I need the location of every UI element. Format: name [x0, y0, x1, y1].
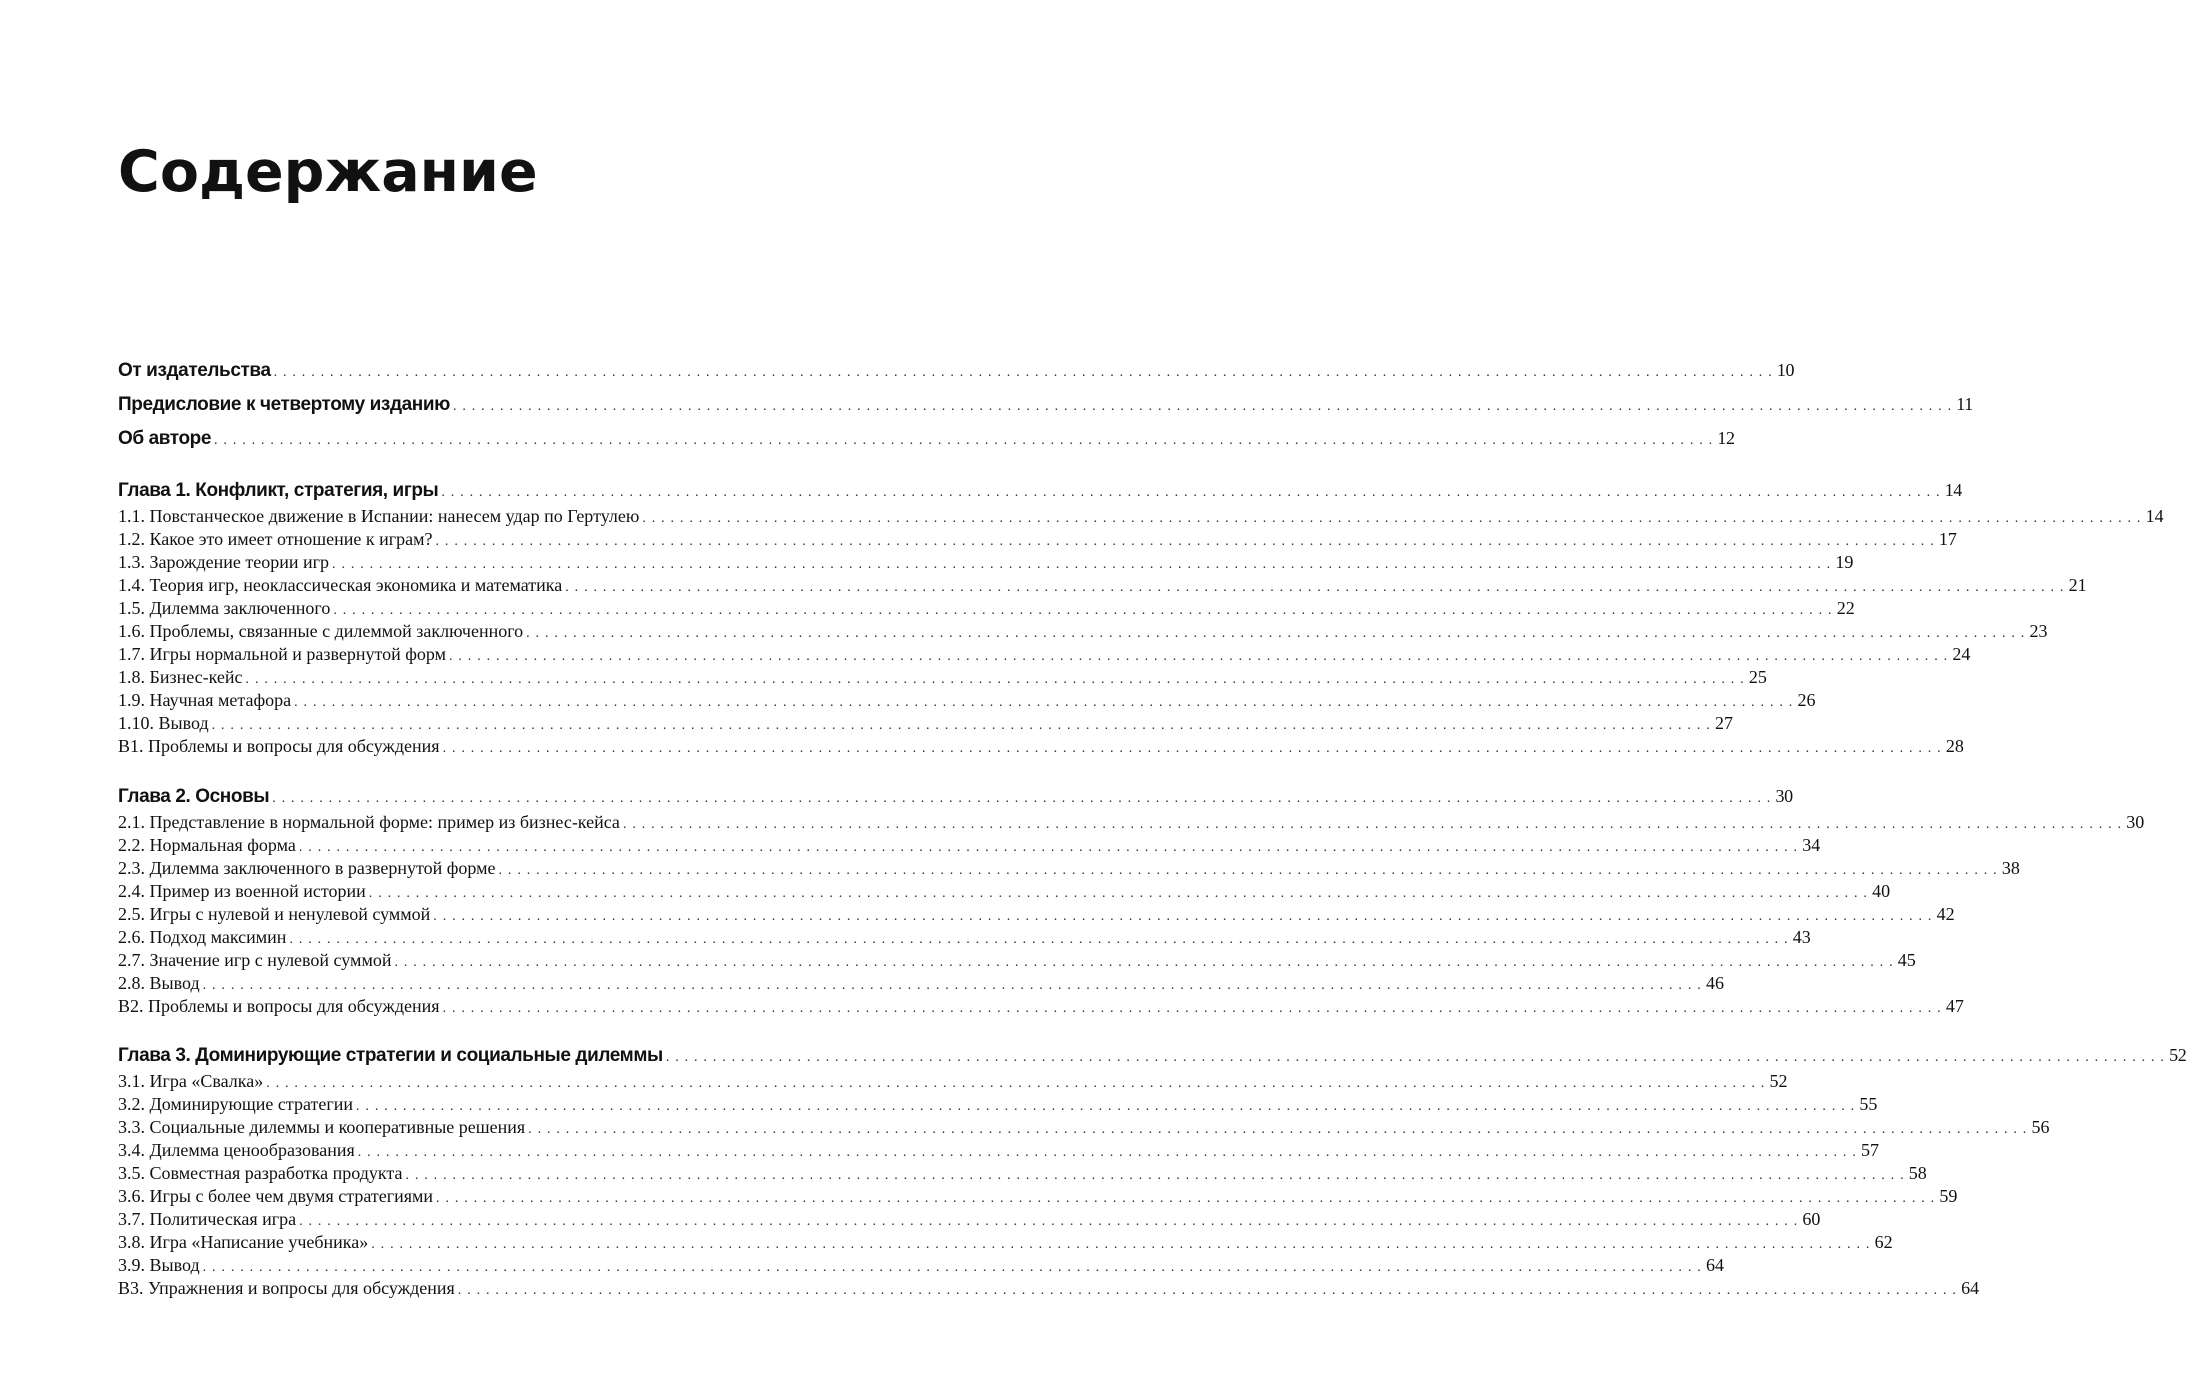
toc-entry-section-2-7[interactable]	[118, 949, 1916, 972]
toc-entry-section-1-3[interactable]	[118, 551, 1854, 574]
dot-leader: . . . . . . . . . . . . . . . . . . . . . . . . . . . . . . . . . . . . . . . . . . . . . . . . . . . . . . . . . . . . . . . . . . . . . . . . . . . . . . . . . . . . . . . . . . . . . . . . . . . . . . . . . . . . . . . . . . . . . . . . . . . . . . . . . . . . . . . . . . . . . . . . . . . . . . . . . . . . . . . .	[642, 511, 2142, 526]
toc-page-number: 43	[1792, 927, 1811, 948]
dot-leader: . . . . . . . . . . . . . . . . . . . . . . . . . . . . . . . . . . . . . . . . . . . . . . . . . . . . . . . . . . . . . . . . . . . . . . . . . . . . . . . . . . . . . . . . . . . . . . . . . . . . . . . . . . . . . . . . . . . . . . . . . . . . . . . . . . . . . . . . . . . . . . . . . . . . . . . . . . . . . . . .	[449, 649, 1949, 665]
toc-page-number: 14	[2145, 506, 2164, 526]
toc-page-number: 64	[1705, 1255, 1724, 1276]
dot-leader: . . . . . . . . . . . . . . . . . . . . . . . . . . . . . . . . . . . . . . . . . . . . . . . . . . . . . . . . . . . . . . . . . . . . . . . . . . . . . . . . . . . . . . . . . . . . . . . . . . . . . . . . . . . . . . . . . . . . . . . . . . . . . . . . . . . . . . . . . . . . . . . . . . . . . . . . . . . . . . . .	[452, 398, 1953, 414]
dot-leader: . . . . . . . . . . . . . . . . . . . . . . . . . . . . . . . . . . . . . . . . . . . . . . . . . . . . . . . . . . . . . . . . . . . . . . . . . . . . . . . . . . . . . . . . . . . . . . . . . . . . . . . . . . . . . . . . . . . . . . . . . . . . . . . . . . . . . . . . . . . . . . . . . . . . . . . . . . . . . . . .	[665, 1050, 2166, 1065]
toc-entry-section-3-4[interactable]	[118, 1139, 1880, 1162]
dot-leader: . . . . . . . . . . . . . . . . . . . . . . . . . . . . . . . . . . . . . . . . . . . . . . . . . . . . . . . . . . . . . . . . . . . . . . . . . . . . . . . . . . . . . . . . . . . . . . . . . . . . . . . . . . . . . . . . . . . . . . . . . . . . . . . . . . . . . . . . . . . . . . . . . . . . . . . . . . . . . . . .	[622, 817, 2123, 832]
toc-entry-section-1-11[interactable]	[118, 735, 1964, 758]
toc-entry-section-1-8[interactable]	[118, 666, 1767, 689]
toc-entry-title: 3.9. Вывод	[118, 1255, 200, 1276]
toc-entry-section-3-7[interactable]	[118, 1208, 1821, 1231]
toc-entry-section-1-2[interactable]	[118, 528, 1957, 551]
dot-leader: . . . . . . . . . . . . . . . . . . . . . . . . . . . . . . . . . . . . . . . . . . . . . . . . . . . . . . . . . . . . . . . . . . . . . . . . . . . . . . . . . . . . . . . . . . . . . . . . . . . . . . . . . . . . . . . . . . . . . . . . . . . . . . . . . . . . . . . . . . . . . . . . . . . . . . . . . . . . . . . .	[299, 1214, 1799, 1230]
toc-entry-section-2-4[interactable]	[118, 880, 1891, 903]
dot-leader: . . . . . . . . . . . . . . . . . . . . . . . . . . . . . . . . . . . . . . . . . . . . . . . . . . . . . . . . . . . . . . . . . . . . . . . . . . . . . . . . . . . . . . . . . . . . . . . . . . . . . . . . . . . . . . . . . . . . . . . . . . . . . . . . . . . . . . . . . . . . . . . . . . . . . . . . . . . . . . . .	[202, 978, 1702, 994]
toc-page-number: 47	[1945, 996, 1964, 1017]
toc-entry-section-3-2[interactable]	[118, 1093, 1878, 1116]
toc-entry-title: 3.2. Доминирующие стратегии	[118, 1094, 354, 1115]
toc-page-number: 56	[2031, 1117, 2050, 1138]
toc-page-number: 57	[1861, 1140, 1880, 1161]
toc-entry-section-2-5[interactable]	[118, 903, 1955, 926]
toc-page-number: 26	[1797, 690, 1816, 711]
dot-leader: . . . . . . . . . . . . . . . . . . . . . . . . . . . . . . . . . . . . . . . . . . . . . . . . . . . . . . . . . . . . . . . . . . . . . . . . . . . . . . . . . . . . . . . . . . . . . . . . . . . . . . . . . . . . . . . . . . . . . . . . . . . . . . . . . . . . . . . . . . . . . . . . . . . . . . . . . . . . . . . .	[214, 432, 1714, 448]
toc-entry-section-1-5[interactable]	[118, 597, 1855, 620]
toc-entry-front-2[interactable]	[118, 388, 1973, 422]
toc-entry-section-1-6[interactable]	[118, 620, 2048, 643]
toc-entry-title: 2.4. Пример из военной истории	[118, 881, 366, 902]
toc-page-number: 40	[1872, 881, 1891, 902]
toc-front-matter	[118, 354, 1973, 455]
dot-leader: . . . . . . . . . . . . . . . . . . . . . . . . . . . . . . . . . . . . . . . . . . . . . . . . . . . . . . . . . . . . . . . . . . . . . . . . . . . . . . . . . . . . . . . . . . . . . . . . . . . . . . . . . . . . . . . . . . . . . . . . . . . . . . . . . . . . . . . . . . . . . . . . . . . . . . . . . . . . . . . .	[356, 1099, 1856, 1115]
toc-entry-title: 3.3. Социальные дилеммы и кооперативные решения	[118, 1117, 526, 1138]
toc-page-number: 30	[2126, 812, 2145, 832]
toc-entry-section-2-3[interactable]	[118, 857, 2020, 880]
toc-page-number: 60	[1802, 1209, 1821, 1230]
toc-entry-section-3-1[interactable]	[118, 1070, 1788, 1093]
toc-entry-section-3-6[interactable]	[118, 1185, 1958, 1208]
toc-entry-title: 3.1. Игра «Свалка»	[118, 1071, 264, 1091]
toc-entry-section-2-6[interactable]	[118, 926, 1811, 949]
toc-page-number: 12	[1717, 427, 1735, 448]
toc-page-number: 52	[1769, 1071, 1788, 1091]
toc-entry-title: 1.4. Теория игр, неоклассическая экономика и математика	[118, 575, 563, 596]
toc-entry-title: 3.8. Игра «Написание учебника»	[118, 1232, 369, 1253]
toc-entry-title: 3.5. Совместная разработка продукта	[118, 1163, 403, 1184]
toc-page-number: 22	[1836, 598, 1855, 619]
toc-entry-title: 2.3. Дилемма заключенного в развернутой форме	[118, 858, 496, 879]
toc-page-number: 30	[1775, 786, 1793, 806]
toc-page-number: 45	[1897, 950, 1916, 971]
toc-entry-front-3[interactable]	[118, 422, 1735, 456]
dot-leader: . . . . . . . . . . . . . . . . . . . . . . . . . . . . . . . . . . . . . . . . . . . . . . . . . . . . . . . . . . . . . . . . . . . . . . . . . . . . . . . . . . . . . . . . . . . . . . . . . . . . . . . . . . . . . . . . . . . . . . . . . . . . . . . . . . . . . . . . . . . . . . . . . . . . . . . . . . . . . . . .	[436, 1191, 1936, 1207]
toc-page-number: 62	[1874, 1232, 1893, 1253]
dot-leader: . . . . . . . . . . . . . . . . . . . . . . . . . . . . . . . . . . . . . . . . . . . . . . . . . . . . . . . . . . . . . . . . . . . . . . . . . . . . . . . . . . . . . . . . . . . . . . . . . . . . . . . . . . . . . . . . . . . . . . . . . . . . . . . . . . . . . . . . . . . . . . . . . . . . . . . . . . . . . . . .	[565, 580, 2065, 596]
dot-leader: . . . . . . . . . . . . . . . . . . . . . . . . . . . . . . . . . . . . . . . . . . . . . . . . . . . . . . . . . . . . . . . . . . . . . . . . . . . . . . . . . . . . . . . . . . . . . . . . . . . . . . . . . . . . . . . . . . . . . . . . . . . . . . . . . . . . . . . . . . . . . . . . . . . . . . . . . . . . . . . .	[433, 909, 1933, 925]
toc-entry-chapter-3[interactable]	[118, 1040, 2186, 1070]
toc-entry-title: Глава 2. Основы	[118, 786, 270, 807]
toc-page-number: 34	[1802, 835, 1821, 856]
toc-page-number: 23	[2029, 621, 2048, 642]
dot-leader: . . . . . . . . . . . . . . . . . . . . . . . . . . . . . . . . . . . . . . . . . . . . . . . . . . . . . . . . . . . . . . . . . . . . . . . . . . . . . . . . . . . . . . . . . . . . . . . . . . . . . . . . . . . . . . . . . . . . . . . . . . . . . . . . . . . . . . . . . . . . . . . . . . . . . . . . . . . . . . . .	[528, 1122, 2028, 1138]
toc-page-number: 25	[1748, 667, 1767, 688]
dot-leader: . . . . . . . . . . . . . . . . . . . . . . . . . . . . . . . . . . . . . . . . . . . . . . . . . . . . . . . . . . . . . . . . . . . . . . . . . . . . . . . . . . . . . . . . . . . . . . . . . . . . . . . . . . . . . . . . . . . . . . . . . . . . . . . . . . . . . . . . . . . . . . . . . . . . . . . . . . . . . . . .	[294, 695, 1794, 711]
dot-leader: . . . . . . . . . . . . . . . . . . . . . . . . . . . . . . . . . . . . . . . . . . . . . . . . . . . . . . . . . . . . . . . . . . . . . . . . . . . . . . . . . . . . . . . . . . . . . . . . . . . . . . . . . . . . . . . . . . . . . . . . . . . . . . . . . . . . . . . . . . . . . . . . . . . . . . . . . . . . . . . .	[442, 741, 1942, 757]
toc-entry-title: 3.4. Дилемма ценообразования	[118, 1140, 355, 1161]
toc-entry-title: В3. Упражнения и вопросы для обсуждения	[118, 1278, 455, 1299]
dot-leader: . . . . . . . . . . . . . . . . . . . . . . . . . . . . . . . . . . . . . . . . . . . . . . . . . . . . . . . . . . . . . . . . . . . . . . . . . . . . . . . . . . . . . . . . . . . . . . . . . . . . . . . . . . . . . . . . . . . . . . . . . . . . . . . . . . . . . . . . . . . . . . . . . . . . . . . . . . . . . . . .	[298, 840, 1799, 856]
toc-entry-title: 1.5. Дилемма заключенного	[118, 598, 331, 619]
toc-entry-title: Глава 3. Доминирующие стратегии и социальные дилеммы	[118, 1045, 663, 1066]
toc-chapter-1	[118, 475, 2164, 759]
dot-leader: . . . . . . . . . . . . . . . . . . . . . . . . . . . . . . . . . . . . . . . . . . . . . . . . . . . . . . . . . . . . . . . . . . . . . . . . . . . . . . . . . . . . . . . . . . . . . . . . . . . . . . . . . . . . . . . . . . . . . . . . . . . . . . . . . . . . . . . . . . . . . . . . . . . . . . . . . . . . . . . .	[457, 1283, 1958, 1299]
toc-page-number: 28	[1945, 736, 1964, 757]
toc-entry-title: 1.10. Вывод	[118, 713, 209, 734]
dot-leader: . . . . . . . . . . . . . . . . . . . . . . . . . . . . . . . . . . . . . . . . . . . . . . . . . . . . . . . . . . . . . . . . . . . . . . . . . . . . . . . . . . . . . . . . . . . . . . . . . . . . . . . . . . . . . . . . . . . . . . . . . . . . . . . . . . . . . . . . . . . . . . . . . . . . . . . . . . . . . . . .	[435, 534, 1935, 550]
toc-entry-section-3-3[interactable]	[118, 1116, 2050, 1139]
dot-leader: . . . . . . . . . . . . . . . . . . . . . . . . . . . . . . . . . . . . . . . . . . . . . . . . . . . . . . . . . . . . . . . . . . . . . . . . . . . . . . . . . . . . . . . . . . . . . . . . . . . . . . . . . . . . . . . . . . . . . . . . . . . . . . . . . . . . . . . . . . . . . . . . . . . . . . . . . . . . . . . .	[526, 626, 2026, 642]
dot-leader: . . . . . . . . . . . . . . . . . . . . . . . . . . . . . . . . . . . . . . . . . . . . . . . . . . . . . . . . . . . . . . . . . . . . . . . . . . . . . . . . . . . . . . . . . . . . . . . . . . . . . . . . . . . . . . . . . . . . . . . . . . . . . . . . . . . . . . . . . . . . . . . . . . . . . . . . . . . . . . . .	[357, 1145, 1858, 1161]
toc-entry-section-1-9[interactable]	[118, 689, 1816, 712]
toc-page-number: 11	[1956, 393, 1973, 414]
toc-page-number: 58	[1908, 1163, 1927, 1184]
toc-entry-title: 3.6. Игры с более чем двумя стратегиями	[118, 1186, 434, 1207]
dot-leader: . . . . . . . . . . . . . . . . . . . . . . . . . . . . . . . . . . . . . . . . . . . . . . . . . . . . . . . . . . . . . . . . . . . . . . . . . . . . . . . . . . . . . . . . . . . . . . . . . . . . . . . . . . . . . . . . . . . . . . . . . . . . . . . . . . . . . . . . . . . . . . . . . . . . . . . . . . . . . . . .	[441, 485, 1941, 500]
toc-page-number: 10	[1776, 360, 1795, 380]
dot-leader: . . . . . . . . . . . . . . . . . . . . . . . . . . . . . . . . . . . . . . . . . . . . . . . . . . . . . . . . . . . . . . . . . . . . . . . . . . . . . . . . . . . . . . . . . . . . . . . . . . . . . . . . . . . . . . . . . . . . . . . . . . . . . . . . . . . . . . . . . . . . . . . . . . . . . . . . . . . . . . . .	[332, 557, 1832, 573]
dot-leader: . . . . . . . . . . . . . . . . . . . . . . . . . . . . . . . . . . . . . . . . . . . . . . . . . . . . . . . . . . . . . . . . . . . . . . . . . . . . . . . . . . . . . . . . . . . . . . . . . . . . . . . . . . . . . . . . . . . . . . . . . . . . . . . . . . . . . . . . . . . . . . . . . . . . . . . . . . . . . . . .	[371, 1237, 1871, 1253]
toc-entry-section-1-1[interactable]	[118, 505, 2164, 528]
dot-leader: . . . . . . . . . . . . . . . . . . . . . . . . . . . . . . . . . . . . . . . . . . . . . . . . . . . . . . . . . . . . . . . . . . . . . . . . . . . . . . . . . . . . . . . . . . . . . . . . . . . . . . . . . . . . . . . . . . . . . . . . . . . . . . . . . . . . . . . . . . . . . . . . . . . . . . . . . . . . . . . .	[289, 932, 1789, 948]
toc-entry-section-1-10[interactable]	[118, 712, 1733, 735]
toc-entry-title: 1.9. Научная метафора	[118, 690, 292, 711]
toc-entry-section-1-7[interactable]	[118, 643, 1971, 666]
dot-leader: . . . . . . . . . . . . . . . . . . . . . . . . . . . . . . . . . . . . . . . . . . . . . . . . . . . . . . . . . . . . . . . . . . . . . . . . . . . . . . . . . . . . . . . . . . . . . . . . . . . . . . . . . . . . . . . . . . . . . . . . . . . . . . . . . . . . . . . . . . . . . . . . . . . . . . . . . . . . . . . .	[368, 886, 1869, 902]
toc-entry-section-2-2[interactable]	[118, 834, 1821, 857]
toc-entry-section-3-10[interactable]	[118, 1277, 1980, 1300]
toc-page-number: 38	[2001, 858, 2020, 879]
toc-entry-title: В1. Проблемы и вопросы для обсуждения	[118, 736, 440, 757]
toc-page-number: 24	[1952, 644, 1971, 665]
toc-entry-section-2-1[interactable]	[118, 811, 2145, 834]
toc-chapter-2	[118, 781, 2145, 1018]
toc-entry-title: 1.3. Зарождение теории игр	[118, 552, 330, 573]
dot-leader: . . . . . . . . . . . . . . . . . . . . . . . . . . . . . . . . . . . . . . . . . . . . . . . . . . . . . . . . . . . . . . . . . . . . . . . . . . . . . . . . . . . . . . . . . . . . . . . . . . . . . . . . . . . . . . . . . . . . . . . . . . . . . . . . . . . . . . . . . . . . . . . . . . . . . . . . . . . . . . . .	[202, 1260, 1702, 1276]
toc-page-number: 55	[1859, 1094, 1878, 1115]
toc-entry-section-2-9[interactable]	[118, 995, 1964, 1018]
dot-leader: . . . . . . . . . . . . . . . . . . . . . . . . . . . . . . . . . . . . . . . . . . . . . . . . . . . . . . . . . . . . . . . . . . . . . . . . . . . . . . . . . . . . . . . . . . . . . . . . . . . . . . . . . . . . . . . . . . . . . . . . . . . . . . . . . . . . . . . . . . . . . . . . . . . . . . . . . . . . . . . .	[211, 718, 1711, 734]
toc-page-number: 17	[1938, 529, 1957, 550]
toc-entry-title: 2.2. Нормальная форма	[118, 835, 296, 856]
toc-entry-section-3-9[interactable]	[118, 1254, 1724, 1277]
toc-page-number: 52	[2169, 1045, 2186, 1065]
toc-page-number: 27	[1714, 713, 1733, 734]
toc-page-number: 42	[1936, 904, 1955, 925]
toc-entry-title: 2.7. Значение игр с нулевой суммой	[118, 950, 392, 971]
dot-leader: . . . . . . . . . . . . . . . . . . . . . . . . . . . . . . . . . . . . . . . . . . . . . . . . . . . . . . . . . . . . . . . . . . . . . . . . . . . . . . . . . . . . . . . . . . . . . . . . . . . . . . . . . . . . . . . . . . . . . . . . . . . . . . . . . . . . . . . . . . . . . . . . . . . . . . . . . . . . . . . .	[333, 603, 1833, 619]
toc-entry-title: От издательства	[118, 360, 271, 381]
toc-entry-title: В2. Проблемы и вопросы для обсуждения	[118, 996, 440, 1017]
toc-entry-section-1-4[interactable]	[118, 574, 2087, 597]
toc-entry-section-3-5[interactable]	[118, 1162, 1927, 1185]
dot-leader: . . . . . . . . . . . . . . . . . . . . . . . . . . . . . . . . . . . . . . . . . . . . . . . . . . . . . . . . . . . . . . . . . . . . . . . . . . . . . . . . . . . . . . . . . . . . . . . . . . . . . . . . . . . . . . . . . . . . . . . . . . . . . . . . . . . . . . . . . . . . . . . . . . . . . . . . . . . . . . . .	[266, 1076, 1766, 1091]
toc-entry-title: 3.7. Политическая игра	[118, 1209, 297, 1230]
toc-entry-title: 1.1. Повстанческое движение в Испании: нанесем удар по Гертулею	[118, 506, 640, 526]
dot-leader: . . . . . . . . . . . . . . . . . . . . . . . . . . . . . . . . . . . . . . . . . . . . . . . . . . . . . . . . . . . . . . . . . . . . . . . . . . . . . . . . . . . . . . . . . . . . . . . . . . . . . . . . . . . . . . . . . . . . . . . . . . . . . . . . . . . . . . . . . . . . . . . . . . . . . . . . . . . . . . . .	[273, 365, 1773, 380]
toc-entry-title: 2.1. Представление в нормальной форме: пример из бизнес-кейса	[118, 812, 620, 832]
toc-entry-chapter-1[interactable]	[118, 475, 1962, 505]
dot-leader: . . . . . . . . . . . . . . . . . . . . . . . . . . . . . . . . . . . . . . . . . . . . . . . . . . . . . . . . . . . . . . . . . . . . . . . . . . . . . . . . . . . . . . . . . . . . . . . . . . . . . . . . . . . . . . . . . . . . . . . . . . . . . . . . . . . . . . . . . . . . . . . . . . . . . . . . . . . . . . . .	[442, 1001, 1942, 1017]
toc-entry-section-3-8[interactable]	[118, 1231, 1893, 1254]
dot-leader: . . . . . . . . . . . . . . . . . . . . . . . . . . . . . . . . . . . . . . . . . . . . . . . . . . . . . . . . . . . . . . . . . . . . . . . . . . . . . . . . . . . . . . . . . . . . . . . . . . . . . . . . . . . . . . . . . . . . . . . . . . . . . . . . . . . . . . . . . . . . . . . . . . . . . . . . . . . . . . . .	[405, 1168, 1905, 1184]
toc-page-number: 46	[1705, 973, 1724, 994]
dot-leader: . . . . . . . . . . . . . . . . . . . . . . . . . . . . . . . . . . . . . . . . . . . . . . . . . . . . . . . . . . . . . . . . . . . . . . . . . . . . . . . . . . . . . . . . . . . . . . . . . . . . . . . . . . . . . . . . . . . . . . . . . . . . . . . . . . . . . . . . . . . . . . . . . . . . . . . . . . . . . . . .	[498, 863, 1998, 879]
toc-entry-title: Предисловие к четвертому изданию	[118, 393, 450, 415]
dot-leader: . . . . . . . . . . . . . . . . . . . . . . . . . . . . . . . . . . . . . . . . . . . . . . . . . . . . . . . . . . . . . . . . . . . . . . . . . . . . . . . . . . . . . . . . . . . . . . . . . . . . . . . . . . . . . . . . . . . . . . . . . . . . . . . . . . . . . . . . . . . . . . . . . . . . . . . . . . . . . . . .	[245, 672, 1745, 688]
toc-page-number: 59	[1939, 1186, 1958, 1207]
toc-entry-title: 2.6. Подход максимин	[118, 927, 287, 948]
toc-entry-title: Глава 1. Конфликт, стратегия, игры	[118, 480, 439, 501]
toc-entry-section-2-8[interactable]	[118, 972, 1724, 995]
toc-page-number: 19	[1835, 552, 1854, 573]
toc-entry-title: 2.8. Вывод	[118, 973, 200, 994]
toc-entry-chapter-2[interactable]	[118, 781, 1793, 811]
dot-leader: . . . . . . . . . . . . . . . . . . . . . . . . . . . . . . . . . . . . . . . . . . . . . . . . . . . . . . . . . . . . . . . . . . . . . . . . . . . . . . . . . . . . . . . . . . . . . . . . . . . . . . . . . . . . . . . . . . . . . . . . . . . . . . . . . . . . . . . . . . . . . . . . . . . . . . . . . . . . . . . .	[394, 955, 1894, 971]
toc-entry-title: 1.8. Бизнес-кейс	[118, 667, 243, 688]
toc-page-number: 21	[2068, 575, 2087, 596]
toc-page-number: 14	[1944, 480, 1962, 500]
page-title: Содержание	[118, 139, 538, 205]
toc-entry-title: 1.7. Игры нормальной и развернутой форм	[118, 644, 446, 665]
toc-page-number: 64	[1961, 1278, 1980, 1299]
toc-entry-title: 1.6. Проблемы, связанные с дилеммой заключенного	[118, 621, 524, 642]
toc-chapter-3	[118, 1040, 2186, 1300]
toc-entry-front-1[interactable]	[118, 354, 1795, 388]
toc-entry-title: 1.2. Какое это имеет отношение к играм?	[118, 529, 433, 550]
dot-leader: . . . . . . . . . . . . . . . . . . . . . . . . . . . . . . . . . . . . . . . . . . . . . . . . . . . . . . . . . . . . . . . . . . . . . . . . . . . . . . . . . . . . . . . . . . . . . . . . . . . . . . . . . . . . . . . . . . . . . . . . . . . . . . . . . . . . . . . . . . . . . . . . . . . . . . . . . . . . . . . .	[272, 791, 1772, 806]
toc-entry-title: Об авторе	[118, 427, 212, 449]
toc-entry-title: 2.5. Игры с нулевой и ненулевой суммой	[118, 904, 431, 925]
